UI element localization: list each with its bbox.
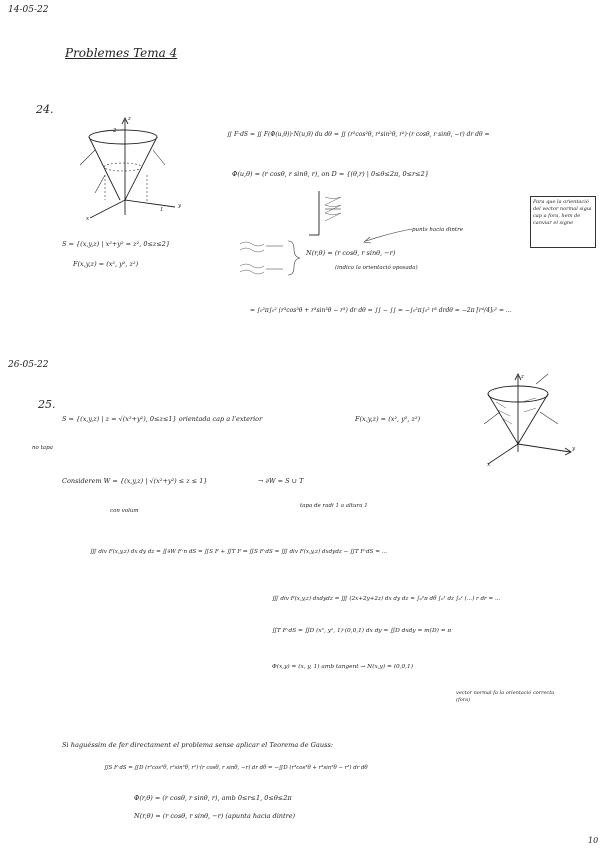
brace-sketch [238, 236, 313, 281]
fig1-x-label: x [86, 216, 90, 222]
page-title: Problemes Tema 4 [65, 46, 178, 60]
p24-side-note: punts hacia dintre [412, 227, 463, 233]
orientation-sketch [305, 187, 365, 237]
p25-field-f: F(x,y,z) = (x², y², z²) [355, 415, 421, 423]
fig1-z-label: z [128, 116, 131, 122]
p24-field-f: F(x,y,z) = (x², y², z²) [73, 260, 139, 268]
date-2: 26-05-22 [8, 360, 49, 370]
fig1-y-label: y [178, 203, 182, 209]
fig2-y-label: y [572, 446, 576, 452]
p25-t-equation: ∬T F·dS = ∬D (x², y², 1)·(0,0,1) dx dy = ∬D dxdy = m(D) = π [272, 628, 452, 634]
side-note-arrow [360, 225, 415, 245]
p25-side-note: no tapa [32, 445, 53, 451]
date-1: 14-05-22 [8, 5, 49, 15]
p25-direct-intro: Si haguéssim de fer directament el problema sense aplicar el Teorema de Gauss: [62, 741, 334, 749]
p25-consider: Considerem W = {(x,y,z) | √(x²+y²) ≤ z ≤ 1} [62, 477, 208, 485]
problem-25-number: 25. [38, 398, 56, 411]
p25-direct-parametrization: Φ(r,θ) = (r cosθ, r sinθ, r), amb 0≤r≤1, 0≤θ≤2π [134, 794, 292, 802]
p24-final-equation: = ∫₀²π∫₀² (r³cos³θ + r³sin³θ − r³) dr dθ = ∫∫ − ∫∫ = −∫₀²π∫₀² r³ drdθ = −2π [r⁴/4]₀² = ... [250, 307, 512, 314]
p24-set-s: S = {(x,y,z) | x²+y² = z², 0≤z≤2} [62, 240, 171, 248]
p24-normal-note: (indica la orientació oposada) [335, 265, 418, 271]
p25-direct-equation: ∬S F·dS = ∬D (r²cos²θ, r²sin²θ, r²)·(r cosθ, r sinθ, −r) dr dθ = −∬D (r³cos³θ + r³sin³θ − r³) dr dθ [104, 765, 368, 771]
p25-under-w: con volum [110, 508, 139, 514]
cone-figure-25 [478, 372, 578, 472]
p25-t-parametrization: Φ(x,y) = (x, y, 1) amb tangent → N(x,y) = (0,0,1) [272, 664, 413, 670]
cone-figure-24 [65, 115, 185, 225]
p24-bracket-note: Para que la orientació del vector normal sigui cap a fora, hem de canviar el signe [533, 199, 592, 226]
p25-t-note: vector normal fa la orientació correcta (fora) [456, 690, 555, 703]
p25-direct-normal: N(r,θ) = (r cosθ, r sinθ, −r) (apunta hacia dintre) [134, 812, 296, 820]
problem-24-number: 24. [36, 103, 54, 116]
p25-under-t: tapa de radi 1 a altura 1 [300, 503, 368, 509]
page-number: 10 [588, 836, 599, 845]
p25-gauss-equation: ∭ div F(x,y,z) dx dy dz = ∬∂W F·n dS = ∬S F + ∬T F ⇒ ∬S F·dS = ∭ div F(x,y,z) dxdydz − ∬T F·dS = ... [90, 549, 388, 555]
p25-boundary: → ∂W = S ∪ T [258, 477, 304, 485]
fig2-x-label: x [487, 462, 491, 468]
p25-div-equation: ∭ div F(x,y,z) dxdydz = ∭ (2x+2y+2z) dx dy dz = ∫₀²π dθ ∫₀¹ dz ∫₀ᶻ (...) r dr = ... [272, 596, 501, 602]
p24-parametrization: Φ(u,θ) = (r cosθ, r sinθ, r), on D = {(θ,r) | 0≤θ≤2π, 0≤r≤2} [232, 170, 429, 178]
p24-flux-equation: ∬ F·dS = ∬ F(Φ(u,θ))·N(u,θ) du dθ = ∬ (r²cos²θ, r²sin²θ, r²)·(r cosθ, r sinθ, −r) dr dθ = [227, 131, 490, 138]
p25-set-s: S = {(x,y,z) | z = √(x²+y²), 0≤z≤1} orientada cap a l'exterior [62, 415, 263, 423]
fig1-one-label: 1 [160, 207, 164, 213]
fig2-z-label: z [521, 374, 524, 380]
fig1-z2-label: 2 [113, 128, 117, 134]
p24-normal-vector: N(r,θ) = (r cosθ, r sinθ, −r) [306, 249, 396, 257]
